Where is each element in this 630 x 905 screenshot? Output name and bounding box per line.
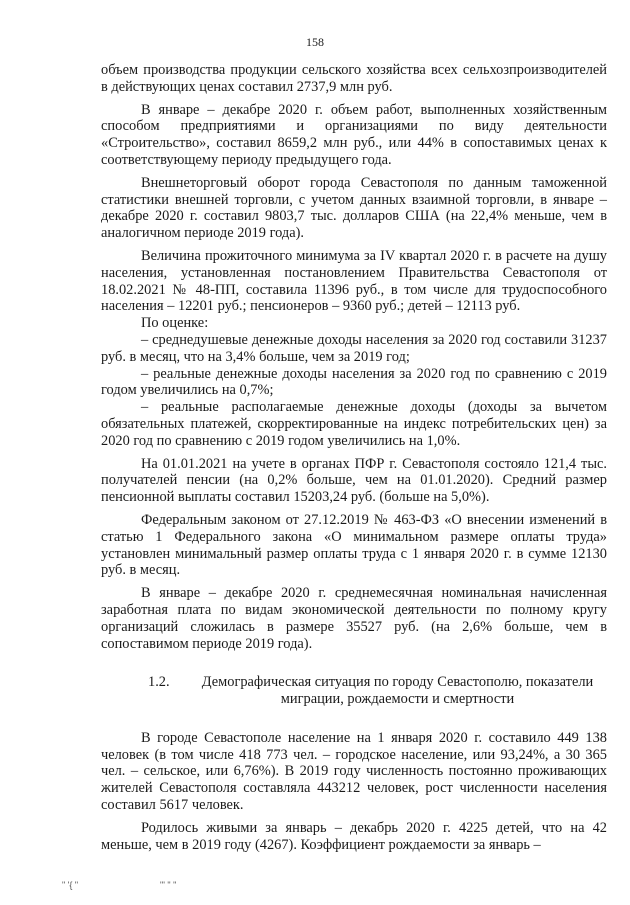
paragraph: Родилось живыми за январь – декабрь 2020 г. 4225 детей, что на 42 меньше, чем в 2019 году (4267). Коэффициент рождаемости за январь – [101, 819, 607, 853]
paragraph: – реальные располагаемые денежные доходы (доходы за вычетом обязательных платежей, скорректированные на индекс потребительских цен) за 2020 год по сравнению с 2019 годом увеличились на 1,0%. [101, 399, 607, 449]
section-title [188, 674, 607, 708]
document-body [101, 62, 607, 853]
section-heading [101, 674, 607, 708]
paragraph: Федеральным законом от 27.12.2019 № 463-ФЗ «О внесении изменений в статью 1 Федерального закона «О минимальном размере оплаты труда» установлен минимальный размер оплаты труда с 1 января 2020 г. в сумме 12130 руб. в месяц. [101, 511, 607, 579]
scan-artifact: " '{ " [62, 880, 79, 890]
paragraph: – реальные денежные доходы населения за 2020 год по сравнению с 2019 годом увеличились на 0,7%; [101, 365, 607, 399]
paragraph: В городе Севастополе население на 1 января 2020 г. составило 449 138 человек (в том числе 418 773 чел. – городское население, или 93,24%, а 30 365 чел. – сельское, или 6,76%). В 2019 году численность постоянно проживающих жителей Севастополя составляла 443212 человек, рост численности населения составил 5617 человек. [101, 729, 607, 814]
page-number: 158 [306, 35, 324, 49]
section-title-line1: Демографическая ситуация по городу Севастополю, показатели [201, 674, 594, 691]
paragraph: Величина прожиточного минимума за IV квартал 2020 г. в расчете на душу населения, установленная постановлением Правительства Севастополя от 18.02.2021 № 48-ПП, составила 11396 руб., в том числе для трудоспособного населения – 12201 руб.; пенсионеров – 9360 руб.; детей – 12113 руб. [101, 247, 607, 315]
paragraph: По оценке: [141, 315, 209, 332]
paragraph: На 01.01.2021 на учете в органах ПФР г. Севастополя состояло 121,4 тыс. получателей пенсии (на 0,2% больше, чем на 01.01.2020). Средний размер пенсионной выплаты составил 15203,24 руб. (больше на 5,0%). [101, 455, 607, 506]
paragraph: – среднедушевые денежные доходы населения за 2020 год составили 31237 руб. в месяц, что на 3,4% больше, чем за 2019 год; [101, 331, 607, 365]
section-title-line2: миграции, рождаемости и смертности [280, 691, 515, 708]
paragraph: объем производства продукции сельского хозяйства всех сельхозпроизводителей в действующих ценах составил 2737,9 млн руб. [101, 62, 607, 95]
paragraph: Внешнеторговый оборот города Севастополя по данным таможенной статистики внешней торговли, с учетом данных взаимной торговли, в январе – декабре 2020 г. составил 9803,7 тыс. долларов США (на 22,4% меньше, чем в аналогичном периоде 2019 года). [101, 174, 607, 242]
section-number: 1.2. [148, 674, 170, 691]
paragraph: В январе – декабре 2020 г. среднемесячная номинальная начисленная заработная плата по видам экономической деятельности по полному кругу организаций сложилась в размере 35527 руб. (на 2,6% больше, чем в сопоставимом периоде 2019 года). [101, 585, 607, 652]
scan-artifact: "' " " [160, 880, 177, 890]
paragraph: В январе – декабре 2020 г. объем работ, выполненных хозяйственным способом предприятиями и организациями по виду деятельности «Строительство», составил 8659,2 млн руб., или 44% в сопоставимых ценах к соответствующему периоду предыдущего года. [101, 101, 607, 168]
